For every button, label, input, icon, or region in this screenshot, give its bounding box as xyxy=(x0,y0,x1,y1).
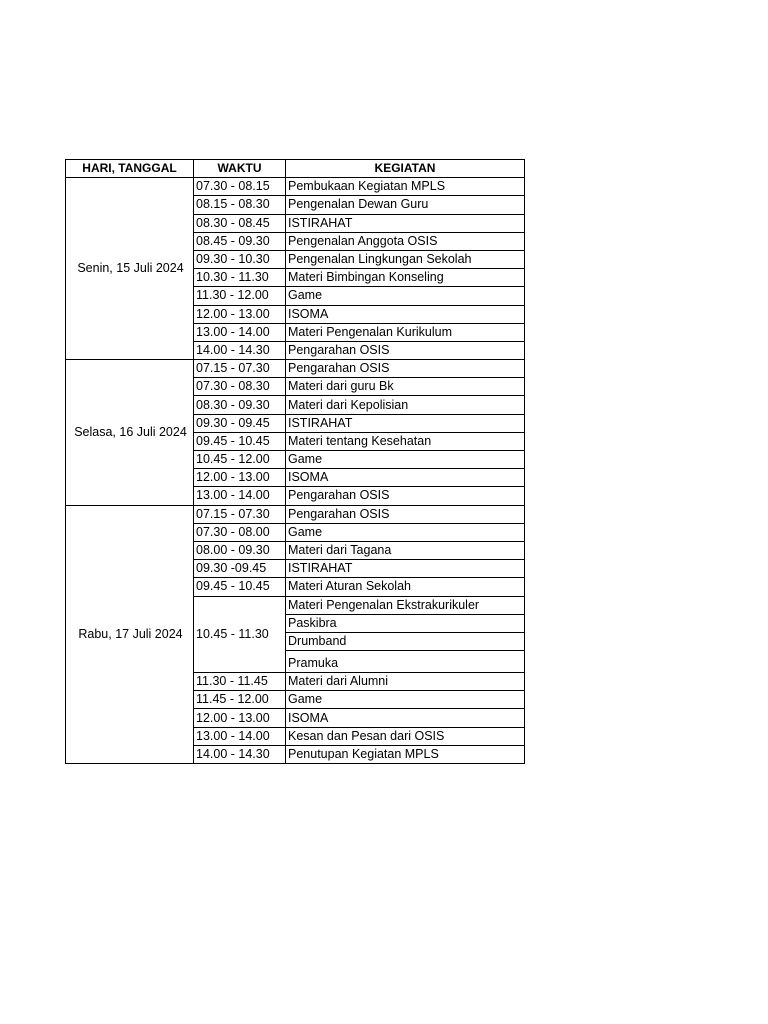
time-cell: 10.30 - 11.30 xyxy=(194,269,286,287)
activity-cell: Kesan dan Pesan dari OSIS xyxy=(286,727,525,745)
activity-cell: ISTIRAHAT xyxy=(286,214,525,232)
activity-cell: Materi dari Tagana xyxy=(286,541,525,559)
time-cell: 11.30 - 11.45 xyxy=(194,673,286,691)
header-activity: KEGIATAN xyxy=(286,160,525,178)
activity-cell: ISOMA xyxy=(286,305,525,323)
activity-cell: Pengarahan OSIS xyxy=(286,505,525,523)
activity-cell: Game xyxy=(286,523,525,541)
activity-cell: ISTIRAHAT xyxy=(286,414,525,432)
time-cell: 08.45 - 09.30 xyxy=(194,232,286,250)
activity-cell: ISOMA xyxy=(286,469,525,487)
header-day: HARI, TANGGAL xyxy=(66,160,194,178)
activity-cell: Materi dari Kepolisian xyxy=(286,396,525,414)
time-cell: 08.30 - 08.45 xyxy=(194,214,286,232)
time-cell: 08.30 - 09.30 xyxy=(194,396,286,414)
day-date-cell: Senin, 15 Juli 2024 xyxy=(66,178,194,360)
activity-cell: Pengarahan OSIS xyxy=(286,487,525,505)
time-cell: 07.30 - 08.15 xyxy=(194,178,286,196)
activity-cell: Game xyxy=(286,691,525,709)
time-cell: 09.45 - 10.45 xyxy=(194,578,286,596)
activity-cell: Materi Aturan Sekolah xyxy=(286,578,525,596)
activity-cell: Paskibra xyxy=(286,614,525,632)
time-cell: 08.00 - 09.30 xyxy=(194,541,286,559)
activity-cell: Penutupan Kegiatan MPLS xyxy=(286,745,525,763)
table-row xyxy=(66,505,525,523)
time-cell: 08.15 - 08.30 xyxy=(194,196,286,214)
time-cell: 12.00 - 13.00 xyxy=(194,305,286,323)
activity-cell: Pengarahan OSIS xyxy=(286,341,525,359)
time-cell: 12.00 - 13.00 xyxy=(194,709,286,727)
activity-cell: Pramuka xyxy=(286,651,525,673)
time-cell: 09.30 - 10.30 xyxy=(194,250,286,268)
time-cell: 07.30 - 08.30 xyxy=(194,378,286,396)
activity-cell: Materi Pengenalan Kurikulum xyxy=(286,323,525,341)
time-cell: 09.30 -09.45 xyxy=(194,560,286,578)
header-time: WAKTU xyxy=(194,160,286,178)
time-cell: 14.00 - 14.30 xyxy=(194,745,286,763)
time-cell: 10.45 - 12.00 xyxy=(194,451,286,469)
day-date-cell: Rabu, 17 Juli 2024 xyxy=(66,505,194,763)
activity-cell: Pengenalan Lingkungan Sekolah xyxy=(286,250,525,268)
activity-cell: Materi tentang Kesehatan xyxy=(286,432,525,450)
time-cell: 09.45 - 10.45 xyxy=(194,432,286,450)
time-cell: 11.30 - 12.00 xyxy=(194,287,286,305)
schedule-table xyxy=(65,159,525,764)
table-body xyxy=(66,178,525,764)
activity-cell: ISOMA xyxy=(286,709,525,727)
time-cell: 12.00 - 13.00 xyxy=(194,469,286,487)
day-date-cell: Selasa, 16 Juli 2024 xyxy=(66,360,194,506)
time-cell: 07.30 - 08.00 xyxy=(194,523,286,541)
activity-cell: Materi dari guru Bk xyxy=(286,378,525,396)
time-cell: 07.15 - 07.30 xyxy=(194,360,286,378)
time-cell: 07.15 - 07.30 xyxy=(194,505,286,523)
activity-cell: Pengenalan Anggota OSIS xyxy=(286,232,525,250)
table-header-row xyxy=(66,160,525,178)
activity-cell: Drumband xyxy=(286,632,525,650)
time-cell: 10.45 - 11.30 xyxy=(194,596,286,673)
activity-cell: Materi Pengenalan Ekstrakurikuler xyxy=(286,596,525,614)
time-cell: 09.30 - 09.45 xyxy=(194,414,286,432)
time-cell: 14.00 - 14.30 xyxy=(194,341,286,359)
activity-cell: ISTIRAHAT xyxy=(286,560,525,578)
activity-cell: Pengenalan Dewan Guru xyxy=(286,196,525,214)
activity-cell: Pembukaan Kegiatan MPLS xyxy=(286,178,525,196)
activity-cell: Game xyxy=(286,451,525,469)
time-cell: 13.00 - 14.00 xyxy=(194,487,286,505)
activity-cell: Pengarahan OSIS xyxy=(286,360,525,378)
activity-cell: Materi Bimbingan Konseling xyxy=(286,269,525,287)
time-cell: 13.00 - 14.00 xyxy=(194,323,286,341)
activity-cell: Materi dari Alumni xyxy=(286,673,525,691)
table-row xyxy=(66,360,525,378)
activity-cell: Game xyxy=(286,287,525,305)
time-cell: 11.45 - 12.00 xyxy=(194,691,286,709)
time-cell: 13.00 - 14.00 xyxy=(194,727,286,745)
table-row xyxy=(66,178,525,196)
